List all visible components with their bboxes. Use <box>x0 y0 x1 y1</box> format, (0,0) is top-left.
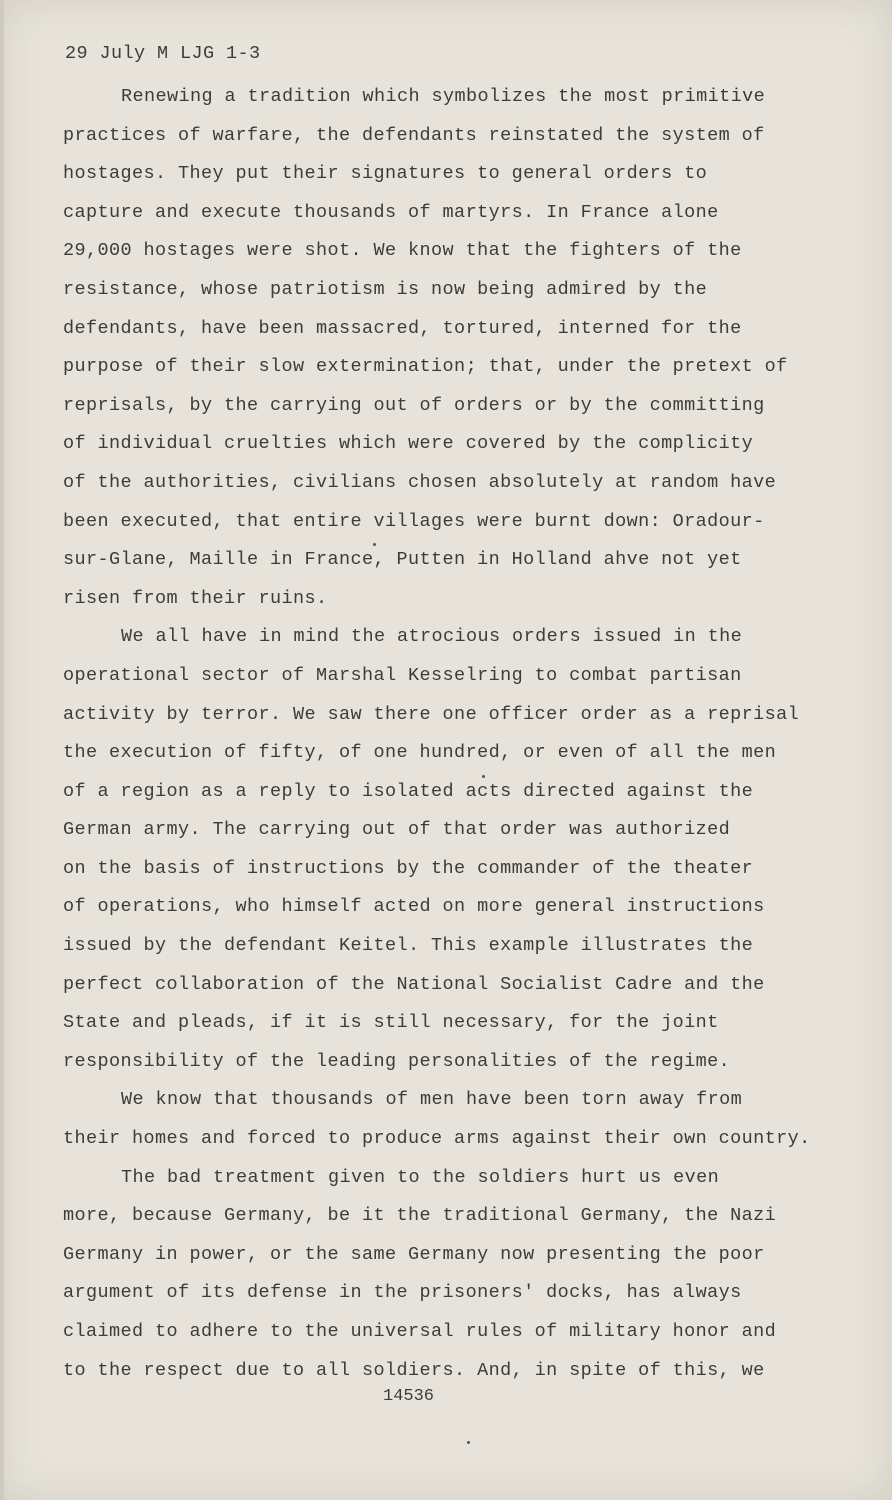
text-line: of individual cruelties which were covered by the complicity <box>63 433 754 455</box>
document-header: 29 July M LJG 1-3 <box>65 43 261 64</box>
text-line: argument of its defense in the prisoners' docks, has always <box>63 1282 742 1304</box>
text-line: We know that thousands of men have been torn away from <box>121 1089 743 1111</box>
text-line: risen from their ruins. <box>63 587 328 609</box>
text-line: activity by terror. We saw there one officer order as a reprisal <box>63 703 800 725</box>
text-line: 29,000 hostages were shot. We know that the fighters of the <box>63 240 742 262</box>
text-line: of the authorities, civilians chosen absolutely at random have <box>63 471 777 493</box>
text-line: resistance, whose patriotism is now being admired by the <box>63 278 708 300</box>
text-line: perfect collaboration of the National Socialist Cadre and the <box>63 973 765 995</box>
text-line: of a region as a reply to isolated acts directed against the <box>63 780 754 802</box>
text-line: hostages. They put their signatures to general orders to <box>63 163 708 185</box>
text-line: responsibility of the leading personalities of the regime. <box>63 1050 731 1072</box>
text-line: purpose of their slow extermination; that, under the pretext of <box>63 356 788 378</box>
text-line: been executed, that entire villages were burnt down: Oradour- <box>63 510 765 532</box>
text-line: We all have in mind the atrocious orders issued in the <box>121 626 743 648</box>
text-line: State and pleads, if it is still necessary, for the joint <box>63 1012 719 1034</box>
text-line: their homes and forced to produce arms against their own country. <box>63 1128 811 1150</box>
ink-speck <box>467 1441 470 1444</box>
text-line: practices of warfare, the defendants reinstated the system of <box>63 124 765 146</box>
document-body <box>63 78 823 1390</box>
text-line: to the respect due to all soldiers. And, in spite of this, we <box>63 1359 765 1381</box>
text-line: on the basis of instructions by the commander of the theater <box>63 857 754 879</box>
text-line: German army. The carrying out of that order was authorized <box>63 819 731 841</box>
text-line: more, because Germany, be it the traditional Germany, the Nazi <box>63 1205 777 1227</box>
text-line: Renewing a tradition which symbolizes the most primitive <box>121 86 766 107</box>
text-line: the execution of fifty, of one hundred, or even of all the men <box>63 742 777 764</box>
text-line: issued by the defendant Keitel. This example illustrates the <box>63 935 754 957</box>
text-line: sur-Glane, Maille in France, Putten in Holland ahve not yet <box>63 549 742 571</box>
text-line: operational sector of Marshal Kesselring to combat partisan <box>63 664 742 686</box>
text-line: The bad treatment given to the soldiers hurt us even <box>121 1166 720 1188</box>
text-line: defendants, have been massacred, tortured, interned for the <box>63 317 742 339</box>
page-number: 14536 <box>383 1387 435 1406</box>
text-line: Germany in power, or the same Germany now presenting the poor <box>63 1243 765 1265</box>
text-line: claimed to adhere to the universal rules of military honor and <box>63 1321 777 1342</box>
ink-speck <box>373 543 376 546</box>
text-line: reprisals, by the carrying out of orders or by the committing <box>63 394 765 416</box>
ink-speck <box>482 775 485 778</box>
text-line: of operations, who himself acted on more general instructions <box>63 896 765 918</box>
page-edge <box>0 0 4 1500</box>
text-line: capture and execute thousands of martyrs. In France alone <box>63 201 719 223</box>
